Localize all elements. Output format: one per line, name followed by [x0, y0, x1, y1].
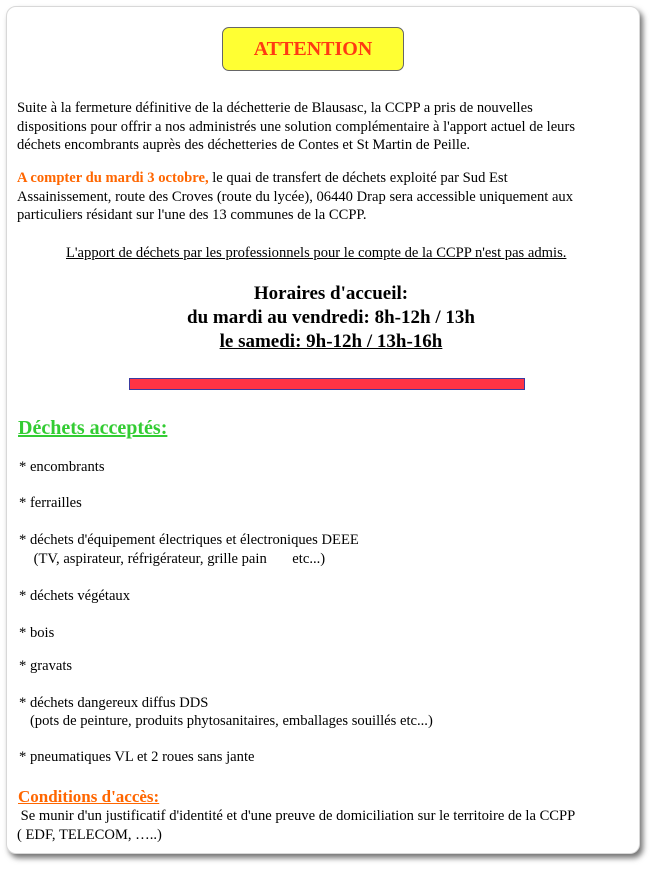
attention-banner	[222, 27, 404, 71]
accepted-item-detail: (pots de peinture, produits phytosanitaires, emballages souillés etc...)	[19, 713, 433, 729]
transfer-line: Assainissement, route des Croves (route du lycée), 06440 Drap sera accessible uniquement aux	[17, 188, 574, 205]
separator-bar	[129, 378, 525, 390]
conditions-text: Se munir d'un justificatif d'identité et d'une preuve de domiciliation sur le territoire de la CCPP	[17, 808, 576, 824]
professionals-notice	[66, 244, 626, 263]
hours-heading: Horaires d'accueil:	[253, 283, 409, 304]
intro-line: dispositions pour offrir a nos administrés une solution complémentaire à l'apport actuel de leurs	[17, 118, 576, 135]
accepted-item: * déchets végétaux	[19, 588, 131, 604]
transfer-line: particuliers résidant sur l'une des 13 communes de la CCPP.	[17, 207, 367, 223]
accepted-heading: Déchets acceptés:	[18, 417, 168, 439]
transfer-line-rest: le quai de transfert de déchets exploité par Sud Est	[208, 170, 508, 186]
transfer-date-highlight: A compter du mardi 3 octobre,	[17, 170, 209, 186]
accepted-item: * bois	[19, 625, 55, 641]
hours-saturday	[0, 330, 662, 354]
conditions-text: ( EDF, TELECOM, …..)	[17, 827, 162, 843]
accepted-item: * déchets dangereux diffus DDS	[19, 695, 209, 711]
accepted-item: * déchets d'équipement électriques et électroniques DEEE	[19, 532, 359, 548]
intro-line: Suite à la fermeture définitive de la déchetterie de Blausasc, la CCPP a pris de nouvelles	[17, 100, 533, 116]
hours-saturday-text: le samedi: 9h-12h / 13h-16h	[219, 331, 443, 352]
hours-weekdays: du mardi au vendredi: 8h-12h / 13h	[187, 307, 475, 328]
accepted-item: * pneumatiques VL et 2 roues sans jante	[19, 749, 255, 765]
transfer-line	[17, 169, 632, 188]
conditions-heading: Conditions d'accès:	[18, 787, 160, 806]
intro-line: déchets encombrants auprès des déchetteries de Contes et St Martin de Peille.	[17, 137, 471, 153]
accepted-item: * gravats	[19, 658, 73, 674]
accepted-item: * encombrants	[19, 459, 105, 475]
professionals-notice-text: L'apport de déchets par les professionnels pour le compte de la CCPP n'est pas admis.	[66, 245, 567, 261]
transfer-paragraph	[17, 169, 632, 225]
accepted-item-detail: (TV, aspirateur, réfrigérateur, grille pain etc...)	[19, 551, 326, 567]
intro-paragraph	[17, 99, 632, 155]
attention-title: ATTENTION	[253, 37, 373, 60]
accepted-item: * ferrailles	[19, 495, 82, 511]
